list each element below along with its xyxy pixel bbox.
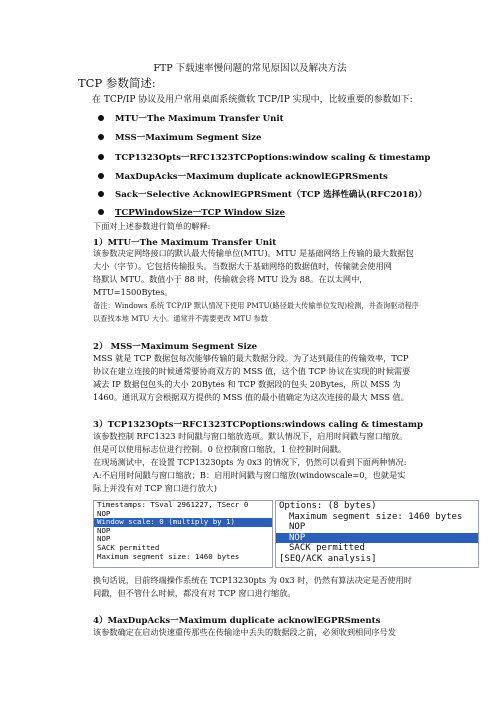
bullet-text: MSS一Maximum Segment Size xyxy=(115,133,262,143)
mtu-note-line: 备注：Windows 系统 TCP/IP 默认情况下使用 PMTU(路径最大传输单位发现)检测，并查询驱动程序 xyxy=(93,301,419,310)
opts-line: 但是可以使用标志位进行控制。0 位控制窗口缩放，1 位控制时间戳。 xyxy=(93,444,347,454)
dupacks-line: 该参数确定在启动快速重传那些在传输途中丢失的数据段之前，必须收到相同序号发 xyxy=(93,627,396,637)
bullet-item xyxy=(98,206,285,218)
capture-line: SACK permitted xyxy=(289,543,365,554)
opts-after-line: 换句话说，目前终端操作系统在 TCP13230pts 为 0x3 时，仍然有算法决定是否使用时 xyxy=(93,575,412,585)
capture-screenshot-right xyxy=(275,500,479,568)
mtu-heading: 1）MTU一The Maximum Transfer Unit xyxy=(93,238,277,248)
mtu-line: 该参数决定网络接口的默认最大传输单位(MTU)。MTU 是基础网络上传输的最大数据包 xyxy=(93,248,414,258)
capture-line: NOP xyxy=(289,522,306,533)
capture-line: [SEQ/ACK analysis] xyxy=(279,553,377,564)
bullet-dot-icon xyxy=(98,209,104,215)
capture-line: NOP xyxy=(97,508,111,518)
opts-line: 际上并没有对 TCP 窗口进行放大) xyxy=(93,483,217,493)
mss-line: MSS 就是 TCP 数据包每次能够传输的最大数据分段。为了达到最佳的传输效率，TCP xyxy=(93,353,409,363)
mtu-line: MTU=1500Bytes。 xyxy=(93,287,173,297)
bullet-dot-icon xyxy=(98,173,104,179)
bullet-text: MaxDupAcks一Maximum duplicate acknowlEGPRSments xyxy=(115,172,388,182)
bullet-text: TCPWindowSize一TCP Window Size xyxy=(115,208,285,218)
bullet-item xyxy=(98,151,430,163)
opts-line: 在现场测试中，在设置 TCP13230pts 为 0x3 的情况下，仍然可以看到下面两种情况: xyxy=(93,457,407,467)
mss-line: 协议在建立连接的时候通常要协商双方的 MSS 值，这个值 TCP 协议在实现的时候需要 xyxy=(93,366,411,376)
capture-line-selected: Window scale: 0 (multiply by 1) xyxy=(94,518,272,527)
bullet-dot-icon xyxy=(98,134,104,140)
mss-heading: 2） MSS一Maximum Segment Size xyxy=(93,342,258,352)
mss-line: 1460。通讯双方会根据双方提供的 MSS 值的最小值确定为这次连接的最大 MSS 值。 xyxy=(93,392,409,402)
capture-line: NOP xyxy=(97,534,111,544)
mtu-line: 络默认 MTU。数值小于 88 时，传输就会将 MTU 设为 88。在以太网中， xyxy=(93,274,368,284)
capture-line: SACK permitted xyxy=(97,542,160,552)
bullet-text: Sack一Selective AcknowlEGPRSment（TCP 选择性确认(RFC2018)） xyxy=(115,190,427,200)
bullet-item xyxy=(98,131,262,143)
section-heading: TCP 参数简述: xyxy=(78,76,156,90)
capture-line: Maximum segment size: 1460 bytes xyxy=(289,511,463,522)
intro-text: 在 TCP/IP 协议及用户常用桌面系统微软 TCP/IP 实现中，比较重要的参数如下: xyxy=(92,95,413,105)
mtu-note-line: 以查找本地 MTU 大小。通常并不需要更改 MTU 参数 xyxy=(93,314,268,323)
capture-screenshot-left xyxy=(93,500,273,568)
bullet-text: MTU一The Maximum Transfer Unit xyxy=(115,114,284,124)
document-title: FTP 下载速率慢问题的常见原因以及解决方法 xyxy=(153,63,347,74)
bullet-dot-icon xyxy=(98,115,104,121)
bullet-item xyxy=(98,170,388,182)
dupacks-heading: 4）MaxDupAcks一Maximum duplicate acknowlEGPRSments xyxy=(93,616,381,626)
capture-line: Timestamps: TSval 2961227, TSecr 0 xyxy=(97,500,249,509)
capture-line: Options: (8 bytes) xyxy=(279,501,377,511)
bullet-dot-icon xyxy=(98,191,104,197)
capture-line: Maximum segment size: 1460 bytes xyxy=(97,551,240,561)
opts-line: 该参数控制 RFC1323 时间戳与窗口缩放选项。默认情况下，启用时间戳与窗口缩放。 xyxy=(93,431,408,441)
mtu-line: 大小（字节）。它包括传输报头。当数据大于基础网络的数据值时，传输就会使用网 xyxy=(93,261,392,271)
bullet-item xyxy=(98,112,284,124)
bullet-dot-icon xyxy=(98,154,104,160)
bullet-item xyxy=(98,188,427,200)
capture-line-selected: NOP xyxy=(276,533,478,544)
explain-intro: 下面对上述参数进行简单的解释: xyxy=(93,221,211,231)
opts-heading: 3）TCP1323Opts一RFC1323TCPoptions:windows caling & timestamp xyxy=(93,420,423,430)
mss-line: 减去 IP 数据包包头的大小 20Bytes 和 TCP 数据段的包头 20Bytes，所以 MSS 为 xyxy=(93,379,401,389)
opts-after-line: 间戳，但不管什么时候，都没有对 TCP 窗口进行缩放。 xyxy=(93,588,296,598)
opts-line: A:不启用时间戳与窗口缩放；B：启用时间戳与窗口缩放(windowscale=0，也就是实 xyxy=(93,470,406,480)
capture-line: NOP xyxy=(97,525,111,535)
bullet-text: TCP1323Opts一RFC1323TCPoptions:window scaling & timestamp xyxy=(115,153,431,163)
